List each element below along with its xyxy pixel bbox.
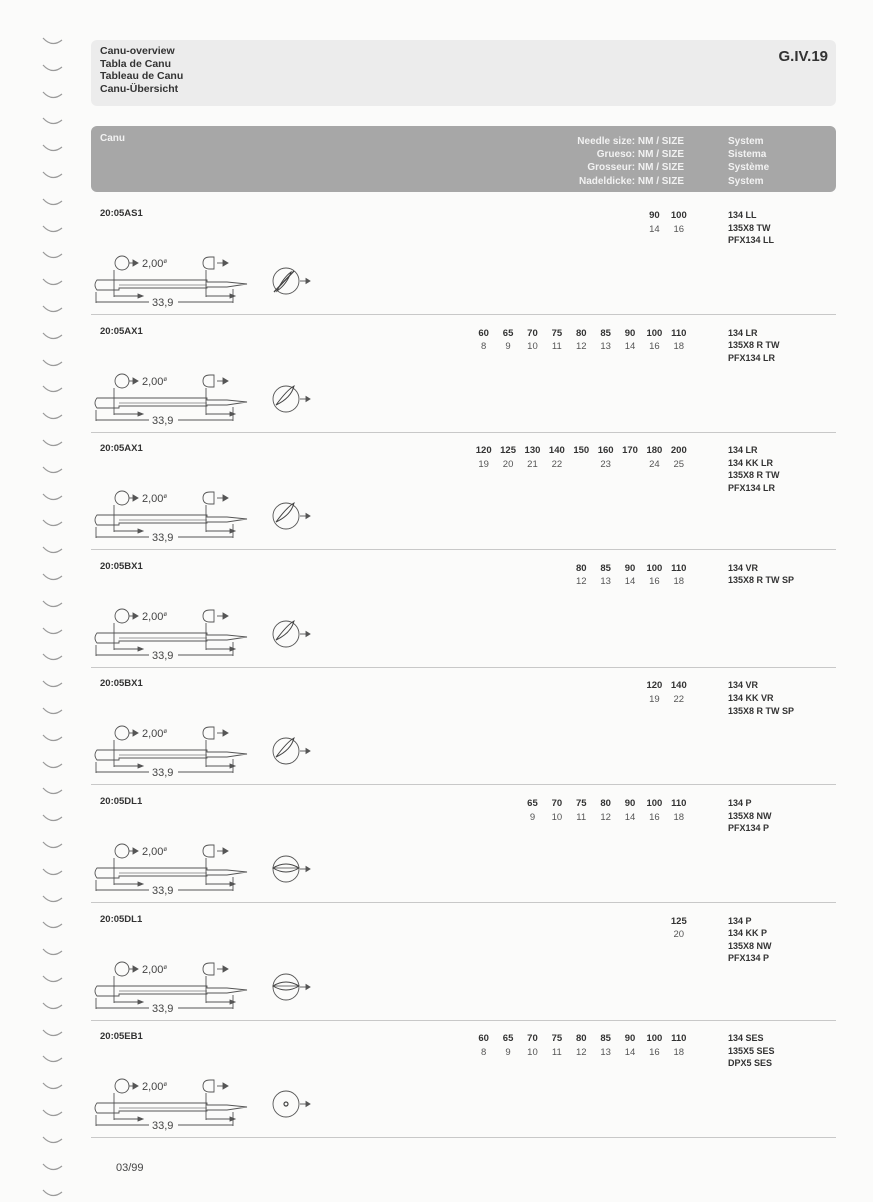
system-item: 134 P bbox=[728, 915, 752, 926]
size-column bbox=[593, 797, 617, 824]
binding-hole-icon bbox=[40, 61, 66, 77]
column-header-bar bbox=[91, 126, 836, 192]
binding-hole-icon bbox=[40, 1079, 66, 1095]
needle-drawing bbox=[91, 706, 321, 782]
needle-drawing bbox=[91, 589, 321, 665]
size-value: 18 bbox=[673, 341, 685, 353]
size-column bbox=[667, 915, 691, 942]
binding-hole-icon bbox=[40, 784, 66, 800]
title-en: Canu-overview bbox=[100, 45, 175, 57]
size-value: 16 bbox=[649, 576, 660, 588]
size-column bbox=[520, 797, 544, 824]
system-item: 134 SES bbox=[728, 1033, 764, 1044]
size-value: 16 bbox=[673, 223, 685, 235]
system-item: PFX134 LL bbox=[728, 235, 775, 246]
nm-value: 160 bbox=[597, 445, 614, 457]
size-column bbox=[496, 444, 520, 471]
system-item: 135X8 R TW SP bbox=[728, 705, 795, 716]
nm-value: 110 bbox=[671, 798, 687, 809]
size-column bbox=[667, 797, 691, 824]
size-column bbox=[569, 327, 593, 354]
needle-diagram bbox=[91, 471, 321, 547]
binding-hole-icon bbox=[40, 543, 66, 559]
system-item: 135X8 TW bbox=[728, 222, 771, 233]
system-item: 134 KK LR bbox=[728, 457, 774, 468]
binding-hole-icon bbox=[40, 918, 66, 934]
size-value bbox=[618, 458, 642, 472]
nm-value: 85 bbox=[600, 1033, 611, 1045]
size-column bbox=[667, 679, 691, 706]
binding-hole-icon bbox=[40, 1160, 66, 1176]
system-en: System bbox=[728, 136, 764, 147]
needle-sizes bbox=[471, 1032, 691, 1059]
needle-sizes bbox=[471, 327, 691, 354]
nm-value: 120 bbox=[646, 680, 663, 692]
size-value: 18 bbox=[673, 576, 685, 588]
size-value: 19 bbox=[478, 458, 489, 470]
size-value: 14 bbox=[624, 576, 636, 588]
binding-hole-icon bbox=[40, 570, 66, 586]
size-column bbox=[593, 444, 617, 471]
size-value: 16 bbox=[649, 1046, 660, 1058]
size-value bbox=[569, 458, 593, 472]
nm-value: 125 bbox=[500, 445, 516, 457]
size-column bbox=[618, 562, 642, 589]
size-value: 10 bbox=[527, 341, 538, 353]
nm-value: 110 bbox=[671, 1033, 687, 1045]
binding-hole-icon bbox=[40, 222, 66, 238]
size-column bbox=[520, 1032, 544, 1059]
binding-hole-icon bbox=[40, 811, 66, 827]
system-list bbox=[728, 562, 794, 587]
nm-value: 85 bbox=[600, 327, 611, 339]
system-item: 135X8 NW bbox=[728, 810, 772, 821]
system-de: System bbox=[728, 175, 764, 187]
nm-value: 110 bbox=[671, 327, 687, 339]
system-item: 134 LR bbox=[728, 327, 758, 338]
system-list bbox=[728, 444, 780, 494]
needle-sizes bbox=[667, 915, 691, 942]
system-item: PFX134 LR bbox=[728, 352, 776, 363]
size-column bbox=[642, 797, 666, 824]
needle-row bbox=[91, 549, 836, 668]
drawing-length: 33,9 bbox=[152, 532, 174, 545]
system-item: 134 LL bbox=[728, 210, 757, 220]
drawing-length: 33,9 bbox=[152, 297, 174, 309]
size-value: 24 bbox=[649, 458, 660, 470]
system-list bbox=[728, 679, 794, 717]
needle-drawing bbox=[91, 824, 321, 900]
needle-sizes bbox=[520, 797, 691, 824]
binding-hole-icon bbox=[40, 34, 66, 50]
nm-value: 120 bbox=[475, 445, 492, 457]
size-column bbox=[593, 1032, 617, 1059]
nm-value: 80 bbox=[600, 798, 611, 809]
nm-value: 180 bbox=[646, 445, 663, 457]
size-value: 10 bbox=[551, 811, 563, 823]
binding-hole-icon bbox=[40, 838, 66, 854]
system-list bbox=[728, 797, 772, 835]
needle-diagram bbox=[91, 706, 321, 782]
binding-hole-icon bbox=[40, 382, 66, 398]
binding-hole-icon bbox=[40, 597, 66, 613]
binding-hole-icon bbox=[40, 650, 66, 666]
system-list bbox=[728, 209, 774, 247]
title-de: Canu-Übersicht bbox=[100, 82, 179, 95]
size-value: 11 bbox=[576, 811, 587, 823]
size-value: 25 bbox=[673, 458, 685, 470]
size-value: 16 bbox=[649, 811, 660, 823]
title-es: Tabla de Canu bbox=[100, 57, 171, 70]
system-item: 135X8 R TW bbox=[728, 340, 780, 351]
size-column bbox=[545, 444, 569, 471]
page-code: G.IV.19 bbox=[778, 48, 828, 65]
nm-value: 70 bbox=[551, 798, 563, 809]
nm-value: 130 bbox=[524, 445, 541, 457]
size-column bbox=[642, 562, 666, 589]
size-value: 10 bbox=[527, 1046, 538, 1058]
size-value: 19 bbox=[649, 693, 660, 705]
needle-sizes bbox=[642, 209, 691, 236]
size-value: 13 bbox=[600, 576, 611, 588]
binding-hole-icon bbox=[40, 892, 66, 908]
size-column bbox=[520, 444, 544, 471]
size-column bbox=[642, 444, 666, 471]
needle-name: 20:05AS1 bbox=[100, 208, 143, 219]
nm-value: 90 bbox=[624, 327, 636, 339]
system-item: 134 LR bbox=[728, 445, 758, 456]
needle-name: 20:05EB1 bbox=[100, 1031, 143, 1043]
needle-name: 20:05BX1 bbox=[100, 678, 143, 690]
system-list bbox=[728, 1032, 775, 1070]
drawing-length: 33,9 bbox=[152, 885, 174, 897]
nm-value: 85 bbox=[600, 562, 611, 574]
drawing-diameter: $2,00^ø$ bbox=[142, 846, 168, 858]
column-canu: Canu bbox=[100, 133, 125, 144]
size-value: 11 bbox=[551, 1046, 562, 1058]
size-column bbox=[667, 209, 691, 236]
drawing-length: 33,9 bbox=[152, 1002, 174, 1015]
drawing-diameter: $2,00^ø$ bbox=[142, 493, 168, 506]
nm-value: 70 bbox=[527, 327, 538, 339]
drawing-length: 33,9 bbox=[152, 767, 174, 780]
binding-hole-icon bbox=[40, 329, 66, 345]
size-column bbox=[618, 444, 642, 471]
needle-row bbox=[91, 902, 836, 1021]
size-value: 9 bbox=[505, 1046, 511, 1058]
size-value: 8 bbox=[481, 1046, 487, 1058]
binding-hole-icon bbox=[40, 999, 66, 1015]
binding-hole-icon bbox=[40, 624, 66, 640]
size-column bbox=[642, 209, 666, 236]
binding-hole-icon bbox=[40, 516, 66, 532]
size-column bbox=[569, 562, 593, 589]
nm-value: 170 bbox=[622, 445, 638, 457]
needle-row bbox=[91, 666, 836, 785]
size-value: 14 bbox=[624, 1046, 636, 1058]
size-column bbox=[496, 327, 520, 354]
nm-value: 75 bbox=[551, 1033, 563, 1045]
nm-value: 90 bbox=[624, 562, 636, 574]
size-value: 20 bbox=[673, 929, 685, 941]
size-value: 14 bbox=[624, 811, 636, 823]
page-footer: 03/99 bbox=[116, 1162, 144, 1174]
size-column bbox=[642, 679, 666, 706]
page-titles bbox=[100, 45, 183, 95]
nm-value: 125 bbox=[670, 915, 687, 927]
size-column bbox=[471, 444, 495, 471]
binding-hole-icon bbox=[40, 141, 66, 157]
needle-drawing bbox=[91, 471, 321, 547]
size-value: 21 bbox=[527, 458, 538, 470]
binding-hole-icon bbox=[40, 302, 66, 318]
drawing-diameter: $2,00^ø$ bbox=[142, 610, 168, 623]
needle-sizes bbox=[471, 444, 691, 471]
size-value: 11 bbox=[551, 341, 562, 353]
size-value: 18 bbox=[673, 1046, 685, 1058]
size-column bbox=[618, 327, 642, 354]
system-list bbox=[728, 915, 772, 965]
needle-row bbox=[91, 1019, 836, 1138]
binding-hole-icon bbox=[40, 1106, 66, 1122]
binding-hole-icon bbox=[40, 1052, 66, 1068]
nm-value: 70 bbox=[527, 1033, 538, 1045]
drawing-diameter: $2,00^ø$ bbox=[142, 375, 168, 388]
binding-hole-icon bbox=[40, 1026, 66, 1042]
drawing-diameter: $2,00^ø$ bbox=[142, 728, 168, 741]
size-column bbox=[642, 327, 666, 354]
size-value: 9 bbox=[505, 341, 511, 353]
needle-name: 20:05DL1 bbox=[100, 913, 143, 925]
system-es: Sistema bbox=[728, 149, 767, 161]
binding-hole-icon bbox=[40, 436, 66, 452]
size-value: 22 bbox=[551, 458, 563, 470]
nm-value: 100 bbox=[646, 798, 663, 809]
size-column bbox=[593, 562, 617, 589]
needle-drawing bbox=[91, 354, 321, 430]
drawing-length: 33,9 bbox=[152, 414, 174, 427]
size-value: 14 bbox=[624, 341, 636, 353]
size-value: 12 bbox=[575, 1046, 587, 1058]
system-item: 134 VR bbox=[728, 562, 759, 573]
nm-value: 90 bbox=[624, 798, 636, 809]
binding-hole-icon bbox=[40, 758, 66, 774]
size-column bbox=[569, 444, 593, 471]
system-item: 135X8 NW bbox=[728, 940, 772, 951]
system-item: DPX5 SES bbox=[728, 1058, 773, 1069]
needle-sizes bbox=[569, 562, 691, 589]
size-column bbox=[545, 797, 569, 824]
needle-name: 20:05DL1 bbox=[100, 796, 143, 807]
binding-hole-icon bbox=[40, 677, 66, 693]
size-column bbox=[593, 327, 617, 354]
size-column bbox=[667, 1032, 691, 1059]
binding-hole-icon bbox=[40, 168, 66, 184]
size-value: 14 bbox=[649, 223, 660, 235]
needle-diagram bbox=[91, 942, 321, 1018]
size-value: 9 bbox=[529, 811, 536, 823]
needle-name: 20:05AX1 bbox=[100, 443, 143, 455]
binding-hole-icon bbox=[40, 409, 66, 425]
size-value: 13 bbox=[600, 341, 611, 353]
column-needle-size bbox=[577, 135, 684, 188]
binding-hole-icon bbox=[40, 114, 66, 130]
size-value: 23 bbox=[600, 458, 611, 470]
system-item: 135X8 R TW SP bbox=[728, 575, 795, 586]
nm-value: 90 bbox=[649, 210, 660, 221]
system-item: 135X8 R TW bbox=[728, 470, 780, 481]
needle-name: 20:05AX1 bbox=[100, 325, 143, 337]
nm-value: 140 bbox=[548, 445, 565, 457]
size-column bbox=[471, 1032, 495, 1059]
needle-row bbox=[91, 314, 836, 433]
size-value: 20 bbox=[502, 458, 514, 470]
size-column bbox=[667, 444, 691, 471]
size-column bbox=[545, 1032, 569, 1059]
size-column bbox=[471, 327, 495, 354]
system-item: 134 P bbox=[728, 798, 752, 808]
nm-value: 65 bbox=[502, 327, 514, 339]
size-value: 12 bbox=[575, 341, 587, 353]
binding-hole-icon bbox=[40, 490, 66, 506]
binding-hole-icon bbox=[40, 195, 66, 211]
needle-diagram bbox=[91, 236, 321, 312]
page-header bbox=[91, 40, 836, 106]
system-list bbox=[728, 327, 780, 365]
nm-value: 60 bbox=[478, 327, 489, 339]
nm-value: 60 bbox=[478, 1033, 489, 1045]
needle-drawing bbox=[91, 942, 321, 1018]
nm-value: 150 bbox=[573, 445, 590, 457]
size-column bbox=[569, 1032, 593, 1059]
needle-diagram bbox=[91, 354, 321, 430]
nm-value: 100 bbox=[646, 562, 663, 574]
needle-name: 20:05BX1 bbox=[100, 560, 143, 572]
system-item: 135X5 SES bbox=[728, 1045, 775, 1056]
drawing-diameter: $2,00^ø$ bbox=[142, 963, 168, 976]
nm-value: 80 bbox=[575, 327, 587, 339]
size-value: 12 bbox=[600, 811, 611, 823]
needle-drawing bbox=[91, 236, 321, 312]
nm-value: 75 bbox=[575, 798, 587, 809]
system-item: PFX134 P bbox=[728, 953, 770, 964]
size-value: 18 bbox=[673, 811, 685, 823]
nm-value: 80 bbox=[575, 1033, 587, 1045]
size-value: 22 bbox=[673, 693, 685, 705]
nm-value: 90 bbox=[624, 1033, 636, 1045]
needle-size-en: Needle size: NM / SIZE bbox=[577, 136, 684, 147]
binding-hole-icon bbox=[40, 248, 66, 264]
drawing-length: 33,9 bbox=[152, 1120, 174, 1133]
needle-size-es: Grueso: NM / SIZE bbox=[596, 149, 684, 161]
needle-size-fr: Grosseur: NM / SIZE bbox=[587, 162, 684, 174]
size-column bbox=[618, 797, 642, 824]
nm-value: 100 bbox=[646, 327, 663, 339]
needle-diagram bbox=[91, 589, 321, 665]
system-item: PFX134 P bbox=[728, 823, 770, 834]
needle-drawing bbox=[91, 1059, 321, 1135]
size-column bbox=[618, 1032, 642, 1059]
system-fr: Système bbox=[728, 162, 770, 174]
nm-value: 65 bbox=[527, 798, 538, 809]
needle-row bbox=[91, 196, 836, 315]
system-item: 134 KK P bbox=[728, 928, 768, 939]
size-value: 13 bbox=[600, 1046, 611, 1058]
needle-row bbox=[91, 431, 836, 550]
nm-value: 200 bbox=[670, 445, 687, 457]
size-column bbox=[520, 327, 544, 354]
binding-hole-icon bbox=[40, 1133, 66, 1149]
nm-value: 100 bbox=[670, 210, 687, 221]
binding-hole-icon bbox=[40, 88, 66, 104]
nm-value: 110 bbox=[671, 562, 687, 574]
drawing-length: 33,9 bbox=[152, 649, 174, 662]
needle-diagram bbox=[91, 824, 321, 900]
size-column bbox=[545, 327, 569, 354]
drawing-diameter: $2,00^ø$ bbox=[142, 258, 168, 270]
size-column bbox=[642, 1032, 666, 1059]
binding-hole-icon bbox=[40, 356, 66, 372]
binding-holes bbox=[40, 0, 66, 1200]
needle-size-de: Nadeldicke: NM / SIZE bbox=[578, 175, 684, 187]
binding-hole-icon bbox=[40, 275, 66, 291]
size-column bbox=[667, 562, 691, 589]
needle-diagram bbox=[91, 1059, 321, 1135]
size-column bbox=[496, 1032, 520, 1059]
needle-row bbox=[91, 784, 836, 903]
system-item: 134 KK VR bbox=[728, 692, 774, 703]
size-value: 8 bbox=[481, 341, 487, 353]
nm-value: 80 bbox=[575, 562, 587, 574]
size-column bbox=[569, 797, 593, 824]
title-fr: Tableau de Canu bbox=[100, 70, 184, 82]
size-value: 16 bbox=[649, 341, 660, 353]
nm-value: 140 bbox=[670, 680, 687, 692]
system-item: 134 VR bbox=[728, 680, 759, 691]
nm-value: 65 bbox=[502, 1033, 514, 1045]
needle-sizes bbox=[642, 679, 691, 706]
system-item: PFX134 LR bbox=[728, 482, 776, 493]
column-system bbox=[728, 135, 769, 188]
binding-hole-icon bbox=[40, 731, 66, 747]
binding-hole-icon bbox=[40, 463, 66, 479]
drawing-diameter: $2,00^ø$ bbox=[142, 1081, 168, 1094]
binding-hole-icon bbox=[40, 704, 66, 720]
binding-hole-icon bbox=[40, 945, 66, 961]
binding-hole-icon bbox=[40, 972, 66, 988]
binding-hole-icon bbox=[40, 865, 66, 881]
size-column bbox=[667, 327, 691, 354]
size-value: 12 bbox=[575, 576, 587, 588]
nm-value: 100 bbox=[646, 1033, 663, 1045]
nm-value: 75 bbox=[551, 327, 563, 339]
